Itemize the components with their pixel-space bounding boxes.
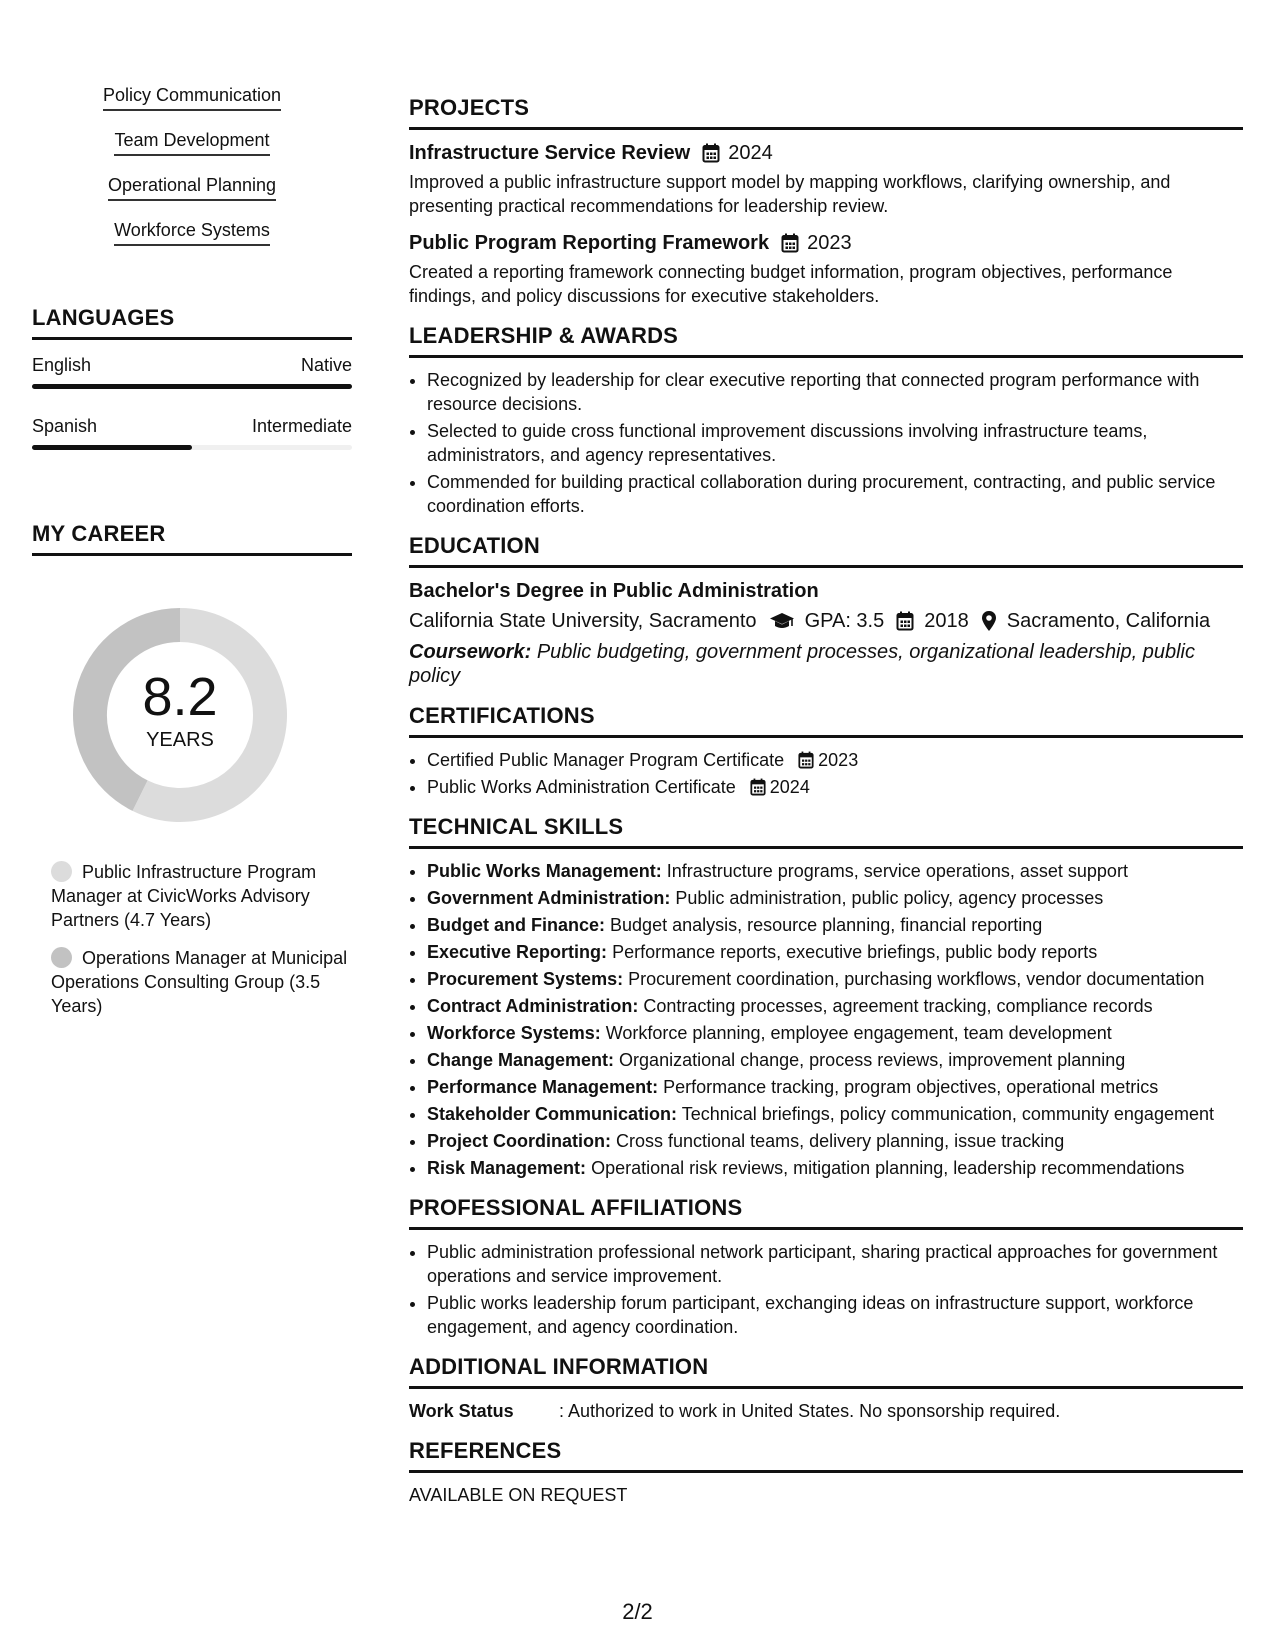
leadership-section xyxy=(409,322,1243,518)
skill-item xyxy=(427,1021,1243,1045)
skill-text: Infrastructure programs, service operations, asset support xyxy=(666,861,1128,881)
left-column xyxy=(32,84,352,1032)
project-year: 2024 xyxy=(728,142,773,164)
skill-label: Public Works Management: xyxy=(427,861,662,881)
career-donut-chart xyxy=(65,600,295,830)
certifications-title: CERTIFICATIONS xyxy=(409,702,1243,738)
skill-label: Performance Management: xyxy=(427,1077,659,1097)
affiliations-section xyxy=(409,1194,1243,1339)
skill-tags xyxy=(32,84,352,264)
education-section xyxy=(409,532,1243,688)
language-proficiency-fill xyxy=(32,445,192,450)
skill-label: Procurement Systems: xyxy=(427,969,624,989)
calendar-icon xyxy=(750,778,766,796)
additional-info-section xyxy=(409,1353,1243,1423)
legend-dot-icon xyxy=(51,861,72,882)
affiliation-item: • Public works leadership forum participant, exchanging ideas on infrastructure support, workforce engagement, and agency coordination. xyxy=(427,1291,1243,1339)
certification-year: 2024 xyxy=(769,777,810,797)
skill-label: Government Administration: xyxy=(427,888,671,908)
graduation-cap-icon xyxy=(769,611,795,631)
technical-skills-section xyxy=(409,813,1243,1180)
education-coursework xyxy=(409,640,1243,688)
project-item xyxy=(409,140,1243,218)
education-year: 2018 xyxy=(924,610,969,632)
leadership-item: • Commended for building practical collaboration during procurement, contracting, and public service coordination efforts. xyxy=(427,470,1243,518)
skill-item xyxy=(427,1102,1243,1126)
projects-section xyxy=(409,94,1243,308)
language-item xyxy=(32,415,352,450)
language-level: Native xyxy=(300,355,352,375)
work-status-key: Work Status xyxy=(409,1401,514,1421)
skill-item xyxy=(427,1156,1243,1180)
leadership-item: • Recognized by leadership for clear executive reporting that connected program performance with resource decisions. xyxy=(427,368,1243,416)
career-total-unit: YEARS xyxy=(146,729,214,751)
work-status-row xyxy=(409,1399,1243,1423)
skill-tag: Policy Communication xyxy=(103,84,281,111)
affiliation-item: • Public administration professional network participant, sharing practical approaches for government operations and service improvement. xyxy=(427,1240,1243,1288)
language-proficiency-fill xyxy=(32,384,352,389)
education-school: California State University, Sacramento xyxy=(409,610,757,632)
skill-text: Public administration, public policy, agency processes xyxy=(675,888,1104,908)
career-legend-item xyxy=(51,860,352,932)
skill-item xyxy=(427,859,1243,883)
career-legend-item xyxy=(51,946,352,1018)
skill-text: Cross functional teams, delivery planning, issue tracking xyxy=(616,1131,1065,1151)
certifications-section xyxy=(409,702,1243,799)
certification-name: • Certified Public Manager Program Certificate xyxy=(427,750,785,770)
project-name: Public Program Reporting Framework xyxy=(409,232,770,254)
career-title: MY CAREER xyxy=(32,520,352,556)
skill-item xyxy=(427,994,1243,1018)
projects-title: PROJECTS xyxy=(409,94,1243,130)
skill-label: Change Management: xyxy=(427,1050,615,1070)
skill-label: Contract Administration: xyxy=(427,996,639,1016)
education-location: Sacramento, California xyxy=(1006,610,1211,632)
skill-text: Organizational change, process reviews, improvement planning xyxy=(619,1050,1126,1070)
calendar-icon xyxy=(798,751,814,769)
right-column xyxy=(409,94,1243,1521)
skill-item xyxy=(427,886,1243,910)
map-pin-icon xyxy=(981,610,997,632)
calendar-icon xyxy=(896,611,914,631)
skill-text: Contracting processes, agreement tracking, compliance records xyxy=(643,996,1153,1016)
skill-text: Workforce planning, employee engagement, team development xyxy=(605,1023,1112,1043)
skill-tag: Team Development xyxy=(114,129,269,156)
skill-tag: Operational Planning xyxy=(108,174,276,201)
skill-item xyxy=(427,1075,1243,1099)
coursework-text: Public budgeting, government processes, organizational leadership, public policy xyxy=(409,641,1195,687)
certification-item xyxy=(427,748,1243,772)
career-legend-label: Public Infrastructure Program Manager at CivicWorks Advisory Partners (4.7 Years) xyxy=(51,862,317,930)
skill-text: Budget analysis, resource planning, financial reporting xyxy=(610,915,1043,935)
skill-label: Project Coordination: xyxy=(427,1131,611,1151)
skill-tag: Workforce Systems xyxy=(114,219,270,246)
skill-label: Executive Reporting: xyxy=(427,942,608,962)
skill-text: Performance tracking, program objectives, operational metrics xyxy=(663,1077,1159,1097)
project-description: Improved a public infrastructure support model by mapping workflows, clarifying ownership, and presenting practical recommendations for leadership review. xyxy=(409,172,1171,216)
language-proficiency-bar xyxy=(32,384,352,389)
certification-name: • Public Works Administration Certificate xyxy=(427,777,736,797)
skill-item xyxy=(427,940,1243,964)
language-proficiency-bar xyxy=(32,445,352,450)
certification-item xyxy=(427,775,1243,799)
career-section xyxy=(32,520,352,1018)
project-name: Infrastructure Service Review xyxy=(409,142,691,164)
project-description: Created a reporting framework connecting budget information, program objectives, performance findings, and policy discussions for executive stakeholders. xyxy=(409,262,1173,306)
career-legend-label: Operations Manager at Municipal Operations Consulting Group (3.5 Years) xyxy=(51,948,348,1016)
certification-year: 2023 xyxy=(818,750,859,770)
affiliations-title: PROFESSIONAL AFFILIATIONS xyxy=(409,1194,1243,1230)
skill-item xyxy=(427,1129,1243,1153)
skill-label: Stakeholder Communication: xyxy=(427,1104,678,1124)
calendar-icon xyxy=(781,233,799,253)
references-text: AVAILABLE ON REQUEST xyxy=(409,1485,628,1505)
skill-label: Risk Management: xyxy=(427,1158,587,1178)
leadership-item: • Selected to guide cross functional improvement discussions involving infrastructure teams, administrators, and agency representatives. xyxy=(427,419,1243,467)
skill-label: Workforce Systems: xyxy=(427,1023,601,1043)
project-year: 2023 xyxy=(807,232,852,254)
language-name: Spanish xyxy=(32,416,98,436)
language-name: English xyxy=(32,355,92,375)
leadership-title: LEADERSHIP & AWARDS xyxy=(409,322,1243,358)
project-item xyxy=(409,230,1243,308)
work-status-value: : Authorized to work in United States. No sponsorship required. xyxy=(559,1401,1061,1421)
skill-item xyxy=(427,967,1243,991)
technical-skills-title: TECHNICAL SKILLS xyxy=(409,813,1243,849)
calendar-icon xyxy=(702,143,720,163)
education-degree: Bachelor's Degree in Public Administration xyxy=(409,580,819,602)
languages-title: LANGUAGES xyxy=(32,304,352,340)
coursework-label: Coursework: xyxy=(409,641,532,663)
skill-item xyxy=(427,1048,1243,1072)
languages-section xyxy=(32,304,352,450)
additional-info-title: ADDITIONAL INFORMATION xyxy=(409,1353,1243,1389)
career-total-value: 8.2 xyxy=(142,667,218,727)
skill-item xyxy=(427,913,1243,937)
language-level: Intermediate xyxy=(251,416,352,436)
education-title: EDUCATION xyxy=(409,532,1243,568)
career-legend xyxy=(32,860,352,1018)
education-gpa: GPA: 3.5 xyxy=(804,610,885,632)
references-section xyxy=(409,1437,1243,1507)
references-title: REFERENCES xyxy=(409,1437,1243,1473)
language-item xyxy=(32,354,352,389)
education-details xyxy=(409,608,1243,634)
page-number: 2/2 xyxy=(622,1599,653,1624)
skill-text: Performance reports, executive briefings, public body reports xyxy=(612,942,1098,962)
skill-text: Technical briefings, policy communication, community engagement xyxy=(681,1104,1214,1124)
skill-label: Budget and Finance: xyxy=(427,915,606,935)
legend-dot-icon xyxy=(51,947,72,968)
skill-text: Procurement coordination, purchasing workflows, vendor documentation xyxy=(628,969,1205,989)
skill-text: Operational risk reviews, mitigation planning, leadership recommendations xyxy=(591,1158,1185,1178)
